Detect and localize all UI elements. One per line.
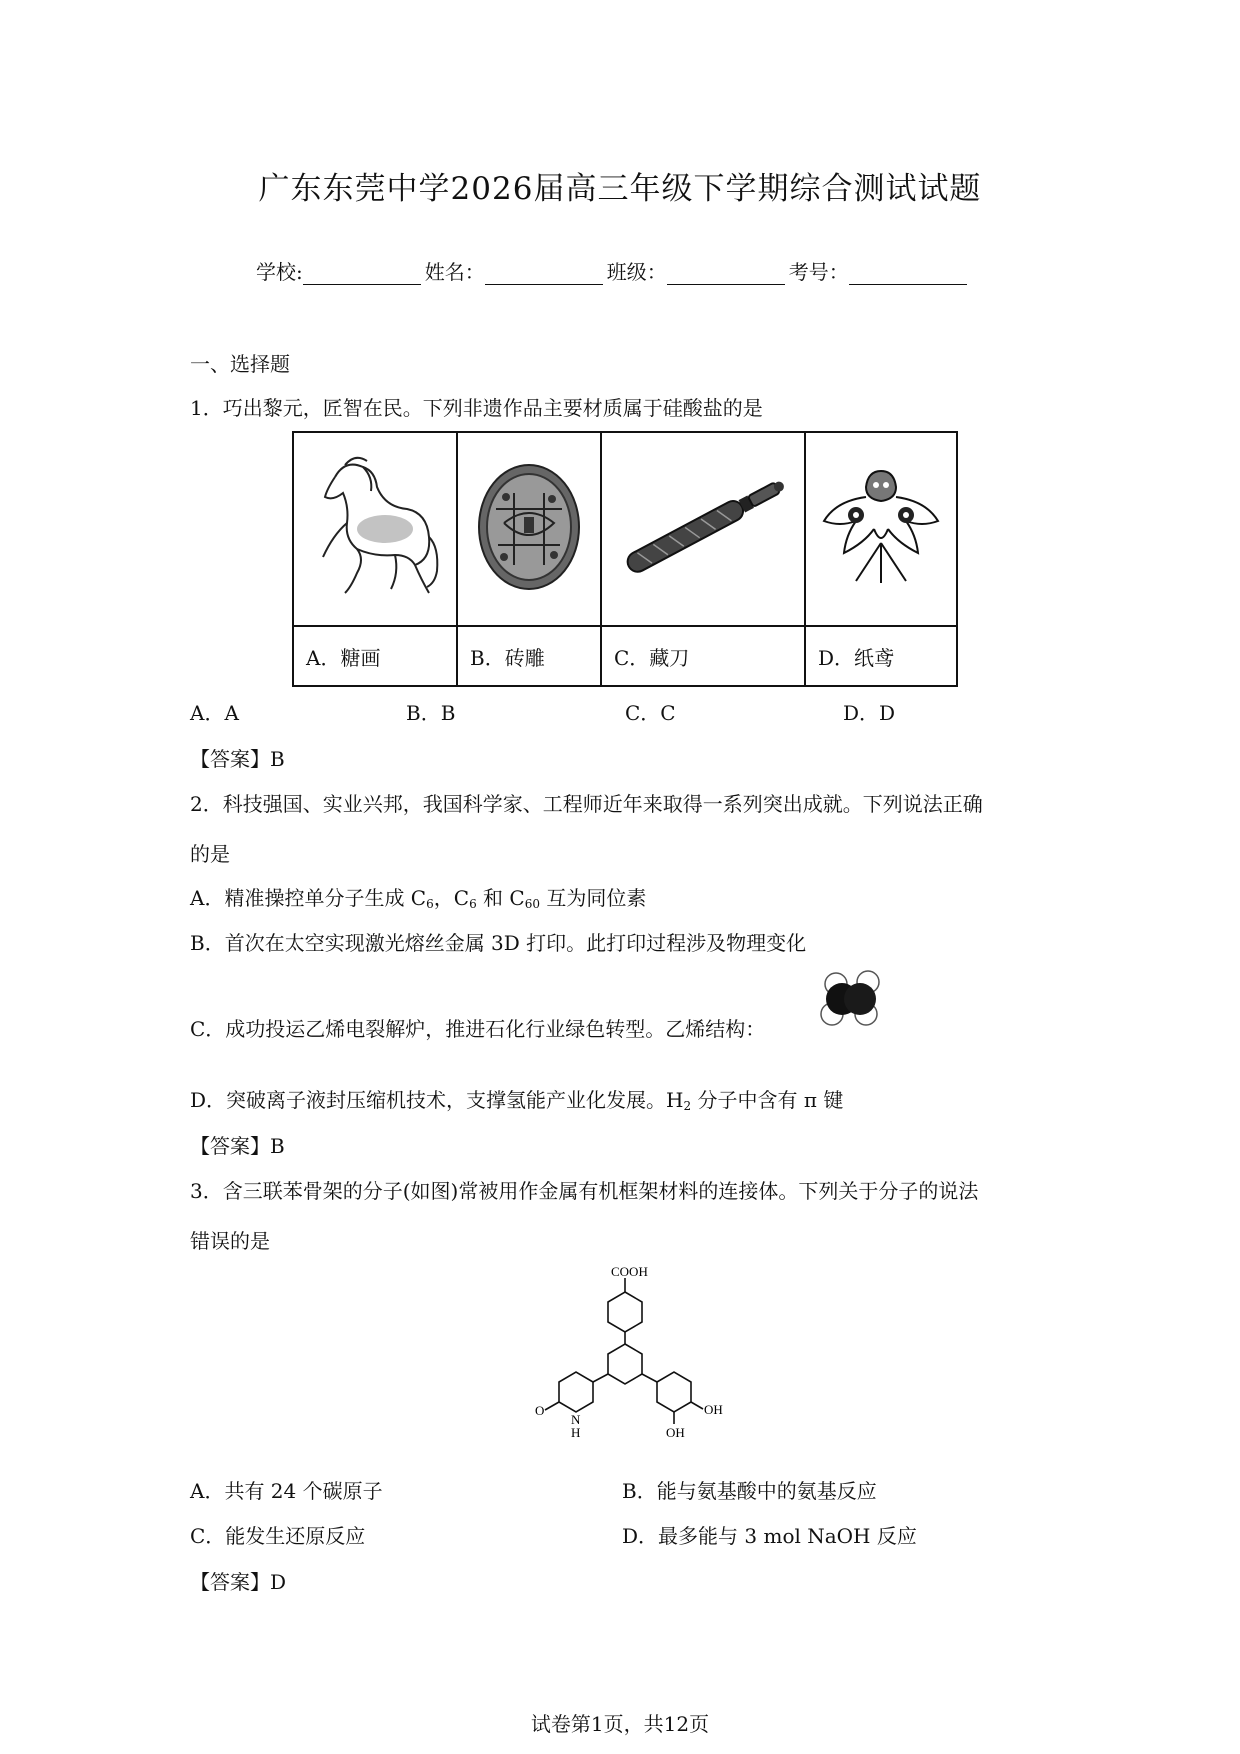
student-info-line — [256, 256, 971, 285]
image-cell-b — [457, 432, 601, 626]
image-cell-a — [293, 432, 457, 626]
q2-option-a-text-1: A．精准操控单分子生成 C — [190, 886, 427, 910]
oh-label-1: OH — [704, 1402, 723, 1417]
q2-option-a-text-3: 和 C — [476, 886, 525, 910]
q1-answer: 【答案】B — [190, 747, 285, 771]
q1-option-a[interactable]: A．A — [190, 701, 239, 725]
q2-option-a-text-2: ，C — [433, 886, 470, 910]
image-cell-d — [805, 432, 957, 626]
table-label-a: A．糖画 — [293, 626, 457, 686]
table-label-d: D．纸鸢 — [805, 626, 957, 686]
class-blank[interactable] — [667, 262, 785, 285]
q1-option-b[interactable]: B．B — [406, 701, 456, 725]
q2-stem-line2: 的是 — [190, 842, 230, 866]
school-label: 学校: — [256, 260, 303, 284]
q2-option-a-sub-3: 60 — [524, 897, 541, 911]
page-footer: 试卷第1页，共12页 — [530, 1712, 710, 1736]
q2-option-c[interactable]: C．成功投运乙烯电裂解炉，推进石化行业绿色转型。乙烯结构： — [190, 1017, 766, 1041]
terphenyl-structure-diagram — [515, 1264, 735, 1464]
q3-option-a[interactable]: A．共有 24 个碳原子 — [190, 1479, 383, 1503]
n-label: N — [571, 1412, 581, 1427]
page-title: 广东东莞中学2026届高三年级下学期综合测试试题 — [258, 171, 982, 207]
q3-option-b[interactable]: B．能与氨基酸中的氨基反应 — [622, 1479, 877, 1503]
q2-answer: 【答案】B — [190, 1134, 285, 1158]
exam-no-label: 考号： — [788, 260, 849, 284]
q2-option-a-sub-1: 6 — [426, 897, 434, 911]
q2-option-d-text-2: 分子中含有 π 键 — [691, 1088, 844, 1112]
q3-option-d[interactable]: D．最多能与 3 mol NaOH 反应 — [622, 1524, 917, 1548]
q2-stem-line1: 2．科技强国、实业兴邦，我国科学家、工程师近年来取得一系列突出成就。下列说法正确 — [190, 792, 983, 816]
q1-option-d[interactable]: D．D — [843, 701, 896, 725]
q1-option-c[interactable]: C．C — [625, 701, 676, 725]
q3-answer: 【答案】D — [190, 1570, 287, 1594]
name-blank[interactable] — [485, 262, 603, 285]
school-blank[interactable] — [303, 262, 421, 285]
o-label: O — [535, 1403, 545, 1418]
q3-option-c[interactable]: C．能发生还原反应 — [190, 1524, 366, 1548]
cooh-label: COOH — [611, 1264, 648, 1279]
h-label: H — [571, 1425, 581, 1440]
exam-no-blank[interactable] — [849, 262, 967, 285]
paper-kite-image — [816, 457, 946, 597]
q2-option-d[interactable] — [190, 1084, 843, 1113]
section-heading: 一、选择题 — [190, 352, 290, 376]
q2-option-a[interactable] — [190, 882, 646, 911]
q2-option-d-text-1: D．突破离子液封压缩机技术，支撑氢能产业化发展。H — [190, 1088, 684, 1112]
q3-stem-line1: 3．含三联苯骨架的分子(如图)常被用作金属有机框架材料的连接体。下列关于分子的说法 — [190, 1179, 979, 1203]
q3-stem-line2: 错误的是 — [190, 1229, 270, 1253]
name-label: 姓名： — [424, 260, 485, 284]
sugar-painting-horse-image — [305, 447, 445, 607]
q2-option-a-sub-2: 6 — [469, 897, 477, 911]
table-label-b: B．砖雕 — [457, 626, 601, 686]
image-cell-c — [601, 432, 805, 626]
q2-option-d-sub: 2 — [683, 1099, 692, 1113]
q1-image-table — [292, 431, 958, 687]
oh-label-2: OH — [666, 1425, 685, 1440]
q2-option-a-text-4: 互为同位素 — [540, 886, 647, 910]
class-label: 班级： — [606, 260, 667, 284]
tibetan-knife-image — [613, 467, 793, 587]
table-label-c: C．藏刀 — [601, 626, 805, 686]
ethylene-model-image — [818, 968, 884, 1030]
q2-option-b[interactable]: B．首次在太空实现激光熔丝金属 3D 打印。此打印过程涉及物理变化 — [190, 931, 807, 955]
brick-carving-medallion-image — [474, 457, 584, 597]
q1-stem: 1．巧出黎元，匠智在民。下列非遗作品主要材质属于硅酸盐的是 — [190, 396, 763, 420]
